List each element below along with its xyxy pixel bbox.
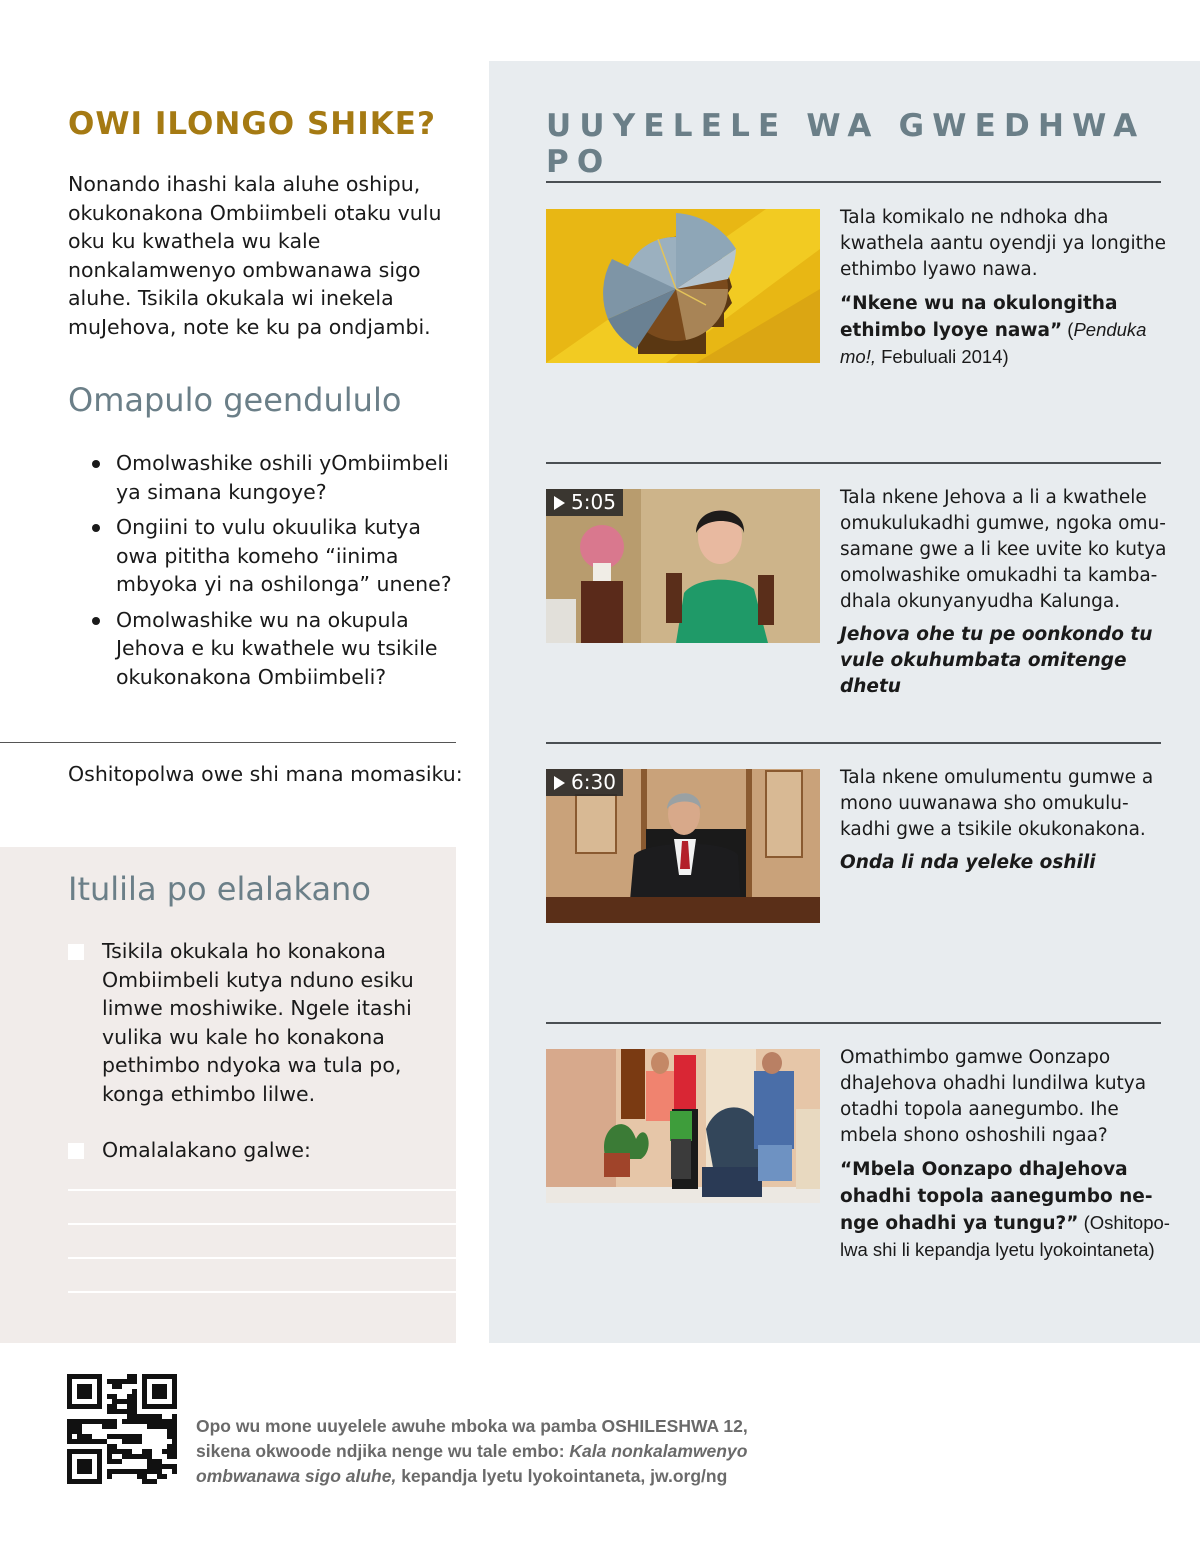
- video-link[interactable]: Jehova ohe tu pe oonkondo tu vule okuhumbata omitenge dhetu: [840, 624, 1153, 697]
- checkbox[interactable]: [68, 944, 84, 960]
- article-text: [840, 1045, 1170, 1270]
- goal-checkbox-item[interactable]: Omalalakano galwe:: [68, 1136, 428, 1165]
- family-photo: [546, 1049, 820, 1203]
- family-at-door-photo[interactable]: [546, 1049, 820, 1203]
- qr-code-graphic: [67, 1374, 177, 1484]
- clock-head-image: [546, 209, 820, 363]
- question-item: Omolwashike oshili yOmbiimbeli ya simana kungoye?: [92, 449, 462, 506]
- divider: [546, 742, 1161, 744]
- write-in-line[interactable]: [68, 1257, 456, 1259]
- clock-head-illustration[interactable]: [546, 209, 820, 363]
- description: Tala nkene omulumentu gumwe a mono uuwanawa sho omukulukadhi gwe a tsikile okukonakona.: [840, 767, 1154, 840]
- bullet-icon: [92, 524, 100, 532]
- video-duration-badge: 5:05: [546, 489, 623, 516]
- bullet-icon: [92, 617, 100, 625]
- play-icon: [554, 496, 565, 510]
- video-text: [840, 765, 1170, 883]
- completed-date-label: Oshitopolwa owe shi mana momasiku:: [68, 762, 463, 786]
- description: Tala nkene Jehova a li a kwathele omukulukadhi gumwe, ngoka omusamane gwe a li kee uvite ko kutya omolwashike omukadhi ta kambadhala okunyanyudha Kalunga.: [840, 487, 1167, 612]
- intro-paragraph: Nonando ihashi kala aluhe oshipu, okukonakona Ombiimbeli otaku vulu oku ku kwathela wu kale nonkalamwenyo ombwanawa sigo aluhe. Tsikila okukala wi inekela muJehova, note ke ku pa ondjambi.: [68, 172, 442, 339]
- goal-checkbox-item[interactable]: Tsikila okukala ho konakona Ombiimbeli kutya nduno esiku limwe moshiwike. Ngele itashi vulika wu kale ho konakona pethimbo ndyoka wa tula po, konga ethimbo lilwe.: [68, 937, 428, 1108]
- description: Tala komikalo ne ndhoka dha kwathela aantu oyendji ya longithe ethimbo lyawo nawa.: [840, 207, 1167, 280]
- divider: [0, 742, 456, 743]
- goal-heading: Itulila po elalakano: [68, 870, 371, 908]
- write-in-line[interactable]: [68, 1223, 456, 1225]
- section-title: OWI ILONGO SHIKE?: [68, 106, 436, 142]
- further-info-title: UUYELELE WA GWEDHWA PO: [546, 108, 1146, 180]
- divider: [546, 181, 1161, 183]
- bullet-icon: [92, 460, 100, 468]
- divider: [546, 462, 1161, 464]
- play-icon: [554, 776, 565, 790]
- review-questions-list: [92, 449, 462, 698]
- video-link[interactable]: Onda li nda yeleke oshili: [840, 852, 1096, 873]
- footer-note: Opo wu mone uuyelele awuhe mboka wa pamba OSHILESHWA 12, sikena okwoode ndjika nenge wu tale embo: Kala nonkalamwenyo ombwanawa sigo aluhe, kepandja lyetu lyokointaneta, jw.org/ng: [196, 1416, 748, 1486]
- description: Omathimbo gamwe Oonzapo dhaJehova ohadhi lundilwa kutya otadhi topola aanegumbo. Ihe mbela shono oshoshili ngaa?: [840, 1047, 1147, 1146]
- video-duration-badge: 6:30: [546, 769, 623, 796]
- qr-code-icon[interactable]: [67, 1374, 177, 1484]
- checkbox[interactable]: [68, 1143, 84, 1159]
- man-at-desk-video[interactable]: [546, 769, 820, 923]
- article-link[interactable]: “Mbela Oonzapo dhaJehova ohadhi topola aanegumbo nenge ohadhi ya tungu?” (Oshitopolwa shi li kepandja lyetu lyokointaneta): [840, 1159, 1170, 1260]
- question-item: Omolwashike wu na okupula Jehova e ku kwathele wu tsikile okukonakona Ombiimbeli?: [92, 606, 462, 692]
- article-text: [840, 205, 1170, 377]
- questions-heading: Omapulo geendululo: [68, 381, 402, 419]
- write-in-line[interactable]: [68, 1291, 456, 1293]
- write-in-line[interactable]: [68, 1189, 456, 1191]
- article-link[interactable]: “Nkene wu na okulongitha ethimbo lyoye nawa” (Penduka mo!, Febuluali 2014): [840, 293, 1147, 367]
- video-text: [840, 485, 1170, 707]
- divider: [546, 1022, 1161, 1024]
- question-item: Ongiini to vulu okuulika kutya owa pititha komeho “iinima mbyoka yi na oshilonga” unene?: [92, 513, 462, 599]
- woman-in-green-video[interactable]: [546, 489, 820, 643]
